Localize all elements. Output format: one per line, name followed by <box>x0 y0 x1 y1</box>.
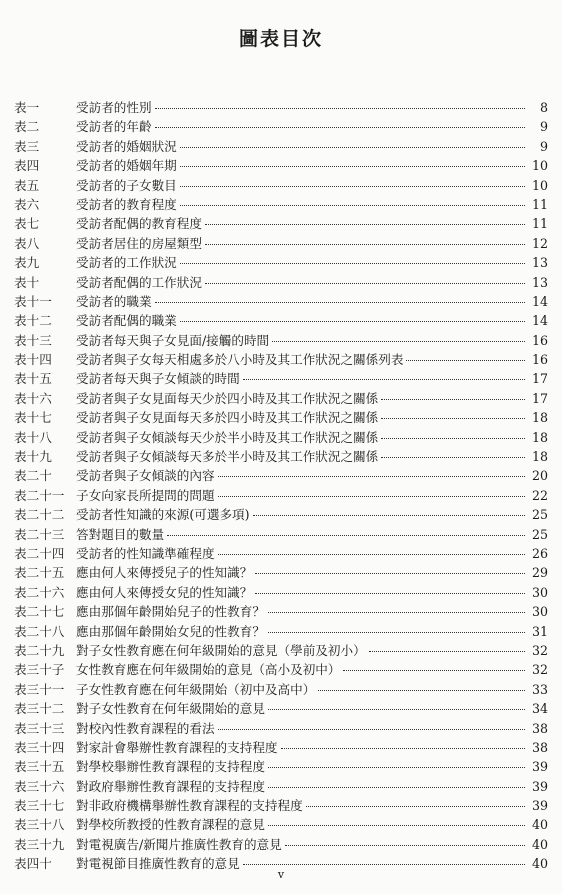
page-title: 圖表目次 <box>238 28 323 50</box>
table-of-contents <box>14 98 548 874</box>
dot-leader <box>318 690 525 691</box>
page-folio: v <box>277 868 285 881</box>
toc-entry-label: 對學校所教授的性教育課程的意見 <box>76 817 265 833</box>
toc-entry-page: 9 <box>539 138 548 154</box>
toc-entry-number: 表七 <box>14 216 40 232</box>
toc-entry-label: 受訪者的教育程度 <box>76 196 177 212</box>
toc-entry-label: 對電視節目推廣性教育的意見 <box>76 856 240 872</box>
dot-leader <box>268 632 525 633</box>
toc-entry <box>14 428 548 447</box>
toc-entry-label: 受訪者的性知識準確程度 <box>76 545 215 561</box>
toc-entry-number: 表三 <box>14 138 40 154</box>
dot-leader <box>306 806 525 807</box>
toc-entry <box>14 253 548 272</box>
toc-entry-page: 39 <box>531 778 548 794</box>
toc-entry-number: 表十四 <box>14 352 52 368</box>
toc-entry-page: 14 <box>531 313 548 329</box>
toc-entry-label: 受訪者每天與子女傾談的時間 <box>76 371 240 387</box>
toc-entry-number: 表五 <box>14 177 40 193</box>
toc-entry-number: 表十六 <box>14 390 52 406</box>
toc-entry-label: 受訪者的工作狀況 <box>76 255 177 271</box>
toc-entry-label: 對子女性教育應在何年級開始的意見（學前及初小） <box>76 642 366 658</box>
toc-entry-page: 40 <box>531 856 548 872</box>
dot-leader <box>281 748 526 749</box>
toc-entry-label: 受訪者與子女見面每天少於四小時及其工作狀況之關係 <box>76 390 379 406</box>
dot-leader <box>205 244 525 245</box>
dot-leader <box>180 166 525 167</box>
toc-entry-number: 表二十二 <box>14 507 65 523</box>
toc-entry-page: 34 <box>531 701 548 717</box>
toc-entry-page: 25 <box>531 507 548 523</box>
toc-entry-label: 受訪者每天與子女見面/接觸的時間 <box>76 332 270 348</box>
toc-entry-page: 29 <box>531 565 548 581</box>
toc-entry-label: 對校內性教育課程的看法 <box>76 720 215 736</box>
toc-entry-number: 表四 <box>14 158 40 174</box>
toc-entry-page: 14 <box>531 293 548 309</box>
toc-entry-number: 表三十八 <box>14 817 65 833</box>
dot-leader <box>167 535 525 536</box>
toc-entry <box>14 195 548 214</box>
toc-entry <box>14 757 548 776</box>
toc-entry <box>14 796 548 815</box>
dot-leader <box>272 341 525 342</box>
toc-entry-label: 受訪者與子女見面每天多於四小時及其工作狀況之關係 <box>76 410 379 426</box>
toc-entry-page: 33 <box>531 681 548 697</box>
toc-entry-label: 受訪者居住的房屋類型 <box>76 235 202 251</box>
toc-entry-number: 表六 <box>14 196 40 212</box>
toc-entry-label: 受訪者的婚姻狀況 <box>76 138 177 154</box>
dot-leader <box>406 360 525 361</box>
toc-entry <box>14 544 548 563</box>
dot-leader <box>180 147 525 148</box>
toc-entry-label: 對非政府機構舉辦性教育課程的支持程度 <box>76 798 303 814</box>
toc-entry <box>14 738 548 757</box>
toc-entry-number: 表十二 <box>14 313 52 329</box>
toc-entry-page: 38 <box>531 720 548 736</box>
toc-entry <box>14 525 548 544</box>
toc-entry <box>14 660 548 679</box>
dot-leader <box>218 476 525 477</box>
dot-leader <box>255 593 525 594</box>
dot-leader <box>205 283 525 284</box>
dot-leader <box>218 729 525 730</box>
toc-entry <box>14 292 548 311</box>
toc-entry-number: 表十 <box>14 274 40 290</box>
toc-entry <box>14 447 548 466</box>
toc-entry-label: 受訪者配偶的教育程度 <box>76 216 202 232</box>
toc-entry <box>14 719 548 738</box>
toc-entry-page: 10 <box>531 158 548 174</box>
toc-entry-page: 20 <box>531 468 548 484</box>
toc-entry <box>14 408 548 427</box>
toc-entry-number: 表四十 <box>14 856 52 872</box>
dot-leader <box>243 864 525 865</box>
toc-entry <box>14 311 548 330</box>
toc-entry <box>14 466 548 485</box>
toc-entry <box>14 117 548 136</box>
toc-entry-label: 應由何人來傳授兒子的性知識？ <box>76 565 253 581</box>
toc-entry-number: 表九 <box>14 255 40 271</box>
toc-entry-label: 對子女性教育在何年級開始的意見 <box>76 701 265 717</box>
toc-entry <box>14 563 548 582</box>
toc-entry-label: 對電視廣告/新聞片推廣性教育的意見 <box>76 836 282 852</box>
toc-entry-label: 受訪者的職業 <box>76 293 152 309</box>
toc-entry <box>14 350 548 369</box>
toc-entry-page: 39 <box>531 798 548 814</box>
toc-entry-number: 表二十五 <box>14 565 65 581</box>
toc-entry <box>14 137 548 156</box>
toc-entry-label: 受訪者的性別 <box>76 100 152 115</box>
toc-entry <box>14 234 548 253</box>
toc-entry-number: 表十八 <box>14 429 52 445</box>
toc-entry-label: 受訪者與子女傾談每天多於半小時及其工作狀況之關係 <box>76 449 379 465</box>
toc-entry-label: 受訪者與子女每天相處多於八小時及其工作狀況之關係列表 <box>76 352 404 368</box>
toc-entry-number: 表三十二 <box>14 701 65 717</box>
toc-entry-number: 表二十 <box>14 468 52 484</box>
toc-entry-page: 10 <box>531 177 548 193</box>
toc-entry-number: 表二十一 <box>14 487 65 503</box>
toc-entry-label: 受訪者與子女傾談每天少於半小時及其工作狀況之關係 <box>76 429 379 445</box>
toc-entry-page: 16 <box>531 352 548 368</box>
dot-leader <box>180 263 525 264</box>
dot-leader <box>155 302 525 303</box>
toc-entry-page: 17 <box>531 390 548 406</box>
dot-leader <box>205 224 525 225</box>
toc-entry-page: 13 <box>531 274 548 290</box>
dot-leader <box>243 379 525 380</box>
toc-entry <box>14 369 548 388</box>
toc-entry-number: 表三十七 <box>14 798 65 814</box>
toc-entry <box>14 98 548 117</box>
toc-entry-page: 11 <box>531 196 548 212</box>
toc-entry <box>14 214 548 233</box>
toc-entry-number: 表三十九 <box>14 836 65 852</box>
toc-entry-number: 表二十九 <box>14 642 65 658</box>
dot-leader <box>218 496 525 497</box>
dot-leader <box>343 670 525 671</box>
dot-leader <box>285 845 525 846</box>
toc-entry-label: 應由那個年齡開始兒子的性教育？ <box>76 604 265 620</box>
toc-entry-label: 受訪者配偶的職業 <box>76 313 177 329</box>
toc-entry <box>14 680 548 699</box>
toc-entry-label: 受訪者配偶的工作狀況 <box>76 274 202 290</box>
dot-leader <box>268 767 525 768</box>
dot-leader <box>268 612 525 613</box>
toc-entry-label: 子女向家長所提問的問題 <box>76 487 215 503</box>
toc-entry <box>14 505 548 524</box>
toc-entry <box>14 602 548 621</box>
toc-entry-label: 受訪者的年齡 <box>76 119 152 135</box>
toc-entry-page: 40 <box>531 817 548 833</box>
toc-entry-page: 39 <box>531 759 548 775</box>
toc-entry <box>14 622 548 641</box>
toc-entry-page: 18 <box>531 429 548 445</box>
toc-entry-page: 30 <box>531 604 548 620</box>
toc-entry-number: 表二十四 <box>14 545 65 561</box>
dot-leader <box>180 321 525 322</box>
toc-entry-page: 32 <box>531 662 548 678</box>
toc-entry-page: 11 <box>531 216 548 232</box>
toc-entry-number: 表一 <box>14 100 40 115</box>
toc-entry-label: 受訪者性知識的來源(可選多項) <box>76 507 250 523</box>
dot-leader <box>180 186 525 187</box>
toc-entry-number: 表三十子 <box>14 662 65 678</box>
toc-entry-label: 對政府舉辦性教育課程的支持程度 <box>76 778 265 794</box>
dot-leader <box>268 787 525 788</box>
toc-entry-number: 表二十三 <box>14 526 65 542</box>
toc-entry-page: 40 <box>531 836 548 852</box>
dot-leader <box>369 651 525 652</box>
toc-entry-page: 25 <box>531 526 548 542</box>
toc-entry-number: 表十一 <box>14 293 52 309</box>
dot-leader <box>255 573 525 574</box>
toc-entry <box>14 641 548 660</box>
toc-entry-number: 表三十六 <box>14 778 65 794</box>
dot-leader <box>180 205 525 206</box>
toc-entry <box>14 331 548 350</box>
toc-entry <box>14 777 548 796</box>
toc-entry-page: 38 <box>531 739 548 755</box>
toc-entry <box>14 699 548 718</box>
toc-entry-page: 12 <box>531 235 548 251</box>
toc-entry-number: 表十七 <box>14 410 52 426</box>
toc-entry-page: 18 <box>531 449 548 465</box>
toc-entry-label: 應由何人來傳授女兒的性知識？ <box>76 584 253 600</box>
toc-entry-page: 8 <box>539 100 548 115</box>
toc-entry-number: 表二十八 <box>14 623 65 639</box>
dot-leader <box>381 399 525 400</box>
toc-entry-number: 表二十六 <box>14 584 65 600</box>
toc-entry <box>14 583 548 602</box>
dot-leader <box>253 515 525 516</box>
toc-entry-label: 受訪者的子女數目 <box>76 177 177 193</box>
dot-leader <box>218 554 525 555</box>
toc-entry-page: 22 <box>531 487 548 503</box>
toc-entry-page: 26 <box>531 545 548 561</box>
toc-entry-number: 表三十四 <box>14 739 65 755</box>
toc-entry-page: 32 <box>531 642 548 658</box>
toc-entry <box>14 156 548 175</box>
toc-entry-number: 表十九 <box>14 449 52 465</box>
toc-entry-number: 表十三 <box>14 332 52 348</box>
toc-entry-label: 子女性教育應在何年級開始（初中及高中） <box>76 681 316 697</box>
toc-entry-number: 表三十三 <box>14 720 65 736</box>
toc-entry-page: 18 <box>531 410 548 426</box>
toc-entry-label: 對學校舉辦性教育課程的支持程度 <box>76 759 265 775</box>
dot-leader <box>381 418 525 419</box>
toc-entry <box>14 389 548 408</box>
dot-leader <box>381 438 525 439</box>
toc-entry-number: 表二 <box>14 119 40 135</box>
toc-entry-label: 受訪者與子女傾談的內容 <box>76 468 215 484</box>
toc-entry-number: 表十五 <box>14 371 52 387</box>
toc-entry-number: 表八 <box>14 235 40 251</box>
toc-entry-page: 9 <box>539 119 548 135</box>
dot-leader <box>268 825 525 826</box>
toc-entry <box>14 176 548 195</box>
dot-leader <box>268 709 525 710</box>
toc-entry-page: 17 <box>531 371 548 387</box>
toc-entry-number: 表三十五 <box>14 759 65 775</box>
toc-entry-label: 應由那個年齡開始女兒的性教育？ <box>76 623 265 639</box>
toc-entry-page: 16 <box>531 332 548 348</box>
dot-leader <box>155 127 525 128</box>
toc-entry <box>14 486 548 505</box>
toc-entry-number: 表二十七 <box>14 604 65 620</box>
toc-entry-label: 受訪者的婚姻年期 <box>76 158 177 174</box>
dot-leader <box>381 457 525 458</box>
toc-entry-label: 女性教育應在何年級開始的意見（高小及初中） <box>76 662 341 678</box>
toc-entry-number: 表三十一 <box>14 681 65 697</box>
toc-entry-page: 30 <box>531 584 548 600</box>
toc-entry-page: 13 <box>531 255 548 271</box>
toc-entry <box>14 835 548 854</box>
dot-leader <box>155 108 525 109</box>
toc-entry <box>14 815 548 834</box>
toc-entry-page: 31 <box>531 623 548 639</box>
toc-entry-label: 答對題目的數量 <box>76 526 165 542</box>
toc-entry <box>14 273 548 292</box>
toc-entry-label: 對家計會舉辦性教育課程的支持程度 <box>76 739 278 755</box>
